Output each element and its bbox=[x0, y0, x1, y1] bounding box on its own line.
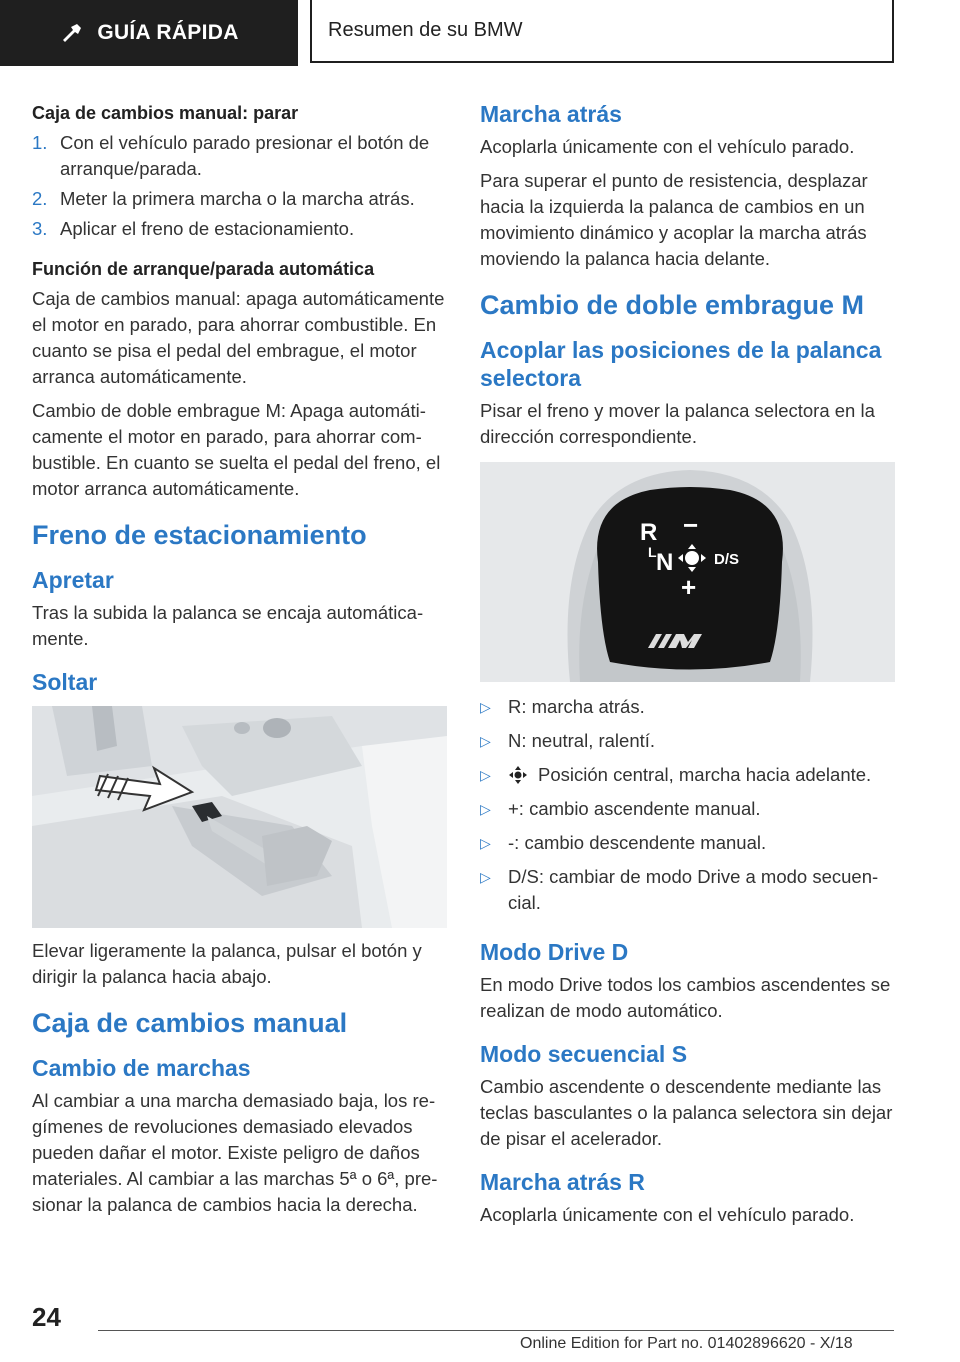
bullet-text: Posición central, marcha hacia adelante. bbox=[538, 764, 872, 785]
bullet-triangle-icon: ▷ bbox=[480, 801, 491, 817]
footer-divider bbox=[98, 1330, 894, 1331]
reverse-title: Marcha atrás bbox=[480, 101, 622, 127]
shifting-title: Cambio de marchas bbox=[32, 1055, 251, 1081]
knob-l: L bbox=[648, 544, 657, 560]
list-item bbox=[480, 830, 898, 856]
knob-n: N bbox=[656, 549, 674, 576]
step-number: 3. bbox=[32, 218, 48, 239]
reverse-paragraph-2: Para superar el punto de resistencia, desplazar hacia la izquierda la palanca de cambios en un movimiento dinámico y acoplar la marcha atrás moviendo la palanca hacia delante. bbox=[480, 170, 868, 269]
apply-title: Apretar bbox=[32, 567, 114, 593]
list-item bbox=[32, 186, 450, 212]
knob-r: R bbox=[640, 519, 658, 546]
right-column bbox=[480, 100, 898, 1236]
drive-text: En modo Drive todos los cambios ascendentes se realizan de modo automático. bbox=[480, 974, 891, 1021]
reverse-r-text: Acoplarla únicamente con el vehículo parado. bbox=[480, 1204, 855, 1225]
selector-title: Acoplar las posiciones de la palanca selectora bbox=[480, 337, 882, 391]
step-number: 1. bbox=[32, 132, 48, 153]
step-text: Aplicar el freno de estacionamiento. bbox=[60, 218, 355, 239]
center-position-icon bbox=[508, 765, 528, 785]
manual-stop-steps bbox=[32, 130, 450, 242]
reverse-paragraph-1: Acoplarla únicamente con el vehículo parado. bbox=[480, 136, 855, 157]
autostart-paragraph-1: Caja de cambios manual: apaga automáticamente el motor en parado, para ahorrar combustible. En cuanto se pisa el pedal del embrague, el motor arranca automáticamente. bbox=[32, 288, 445, 387]
parking-brake-title: Freno de estacionamiento bbox=[32, 520, 367, 550]
edition-text: Online Edition for Part no. 01402896620 - X/18 bbox=[520, 1335, 853, 1352]
wrench-icon bbox=[59, 22, 85, 44]
bullet-triangle-icon: ▷ bbox=[480, 869, 491, 885]
bullet-triangle-icon: ▷ bbox=[480, 767, 491, 783]
release-title: Soltar bbox=[32, 669, 98, 695]
autostart-heading: Función de arranque/parada automática bbox=[32, 259, 375, 279]
autostart-paragraph-2: Cambio de doble embrague M: Apaga automáticamente el motor en parado, para ahorrar combustible. En cuanto se suelta el pedal del freno, el motor arranca automáticamente. bbox=[32, 400, 441, 499]
bullet-triangle-icon: ▷ bbox=[480, 835, 491, 851]
bullet-text: D/S: cambiar de modo Drive a modo secuencial. bbox=[508, 866, 879, 913]
list-item bbox=[32, 216, 450, 242]
page-number: 24 bbox=[32, 1302, 61, 1332]
bullet-triangle-icon: ▷ bbox=[480, 699, 491, 715]
left-column bbox=[32, 100, 450, 1226]
section-tab-label: Resumen de su BMW bbox=[328, 19, 523, 41]
list-item bbox=[480, 864, 898, 916]
bullet-triangle-icon: ▷ bbox=[480, 733, 491, 749]
bullet-text: R: marcha atrás. bbox=[508, 696, 645, 717]
manual-stop-heading: Caja de cambios manual: parar bbox=[32, 103, 299, 123]
list-item bbox=[32, 130, 450, 182]
step-number: 2. bbox=[32, 188, 48, 209]
quick-guide-label: GUÍA RÁPIDA bbox=[97, 21, 239, 44]
step-text: Con el vehículo parado presionar el botón de arranque/parada. bbox=[60, 132, 430, 179]
list-item bbox=[480, 728, 898, 754]
release-text: Elevar ligeramente la palanca, pulsar el botón y dirigir la palanca hacia abajo. bbox=[32, 940, 422, 987]
quick-guide-tab[interactable] bbox=[0, 0, 298, 66]
gear-selector-illustration bbox=[480, 462, 895, 682]
shifting-text: Al cambiar a una marcha demasiado baja, los regímenes de revoluciones demasiado elevados pueden dañar el motor. Existe peligro de daños materiales. Al cambiar a las marchas 5ª o 6ª, presionar la palanca de cambios hacia la derecha. bbox=[32, 1090, 438, 1215]
bullet-text: +: cambio ascendente manual. bbox=[508, 798, 761, 819]
knob-minus: − bbox=[683, 510, 699, 540]
knob-plus: + bbox=[681, 572, 697, 602]
section-tab[interactable] bbox=[310, 0, 894, 63]
list-item bbox=[480, 694, 898, 720]
dct-title: Cambio de doble embrague M bbox=[480, 290, 865, 320]
list-item bbox=[480, 796, 898, 822]
reverse-r-title: Marcha atrás R bbox=[480, 1169, 645, 1195]
seq-text: Cambio ascendente o descendente mediante las teclas basculantes o la palanca selectora sin dejar de pisar el acelerador. bbox=[480, 1076, 893, 1149]
drive-title: Modo Drive D bbox=[480, 939, 629, 965]
selector-text: Pisar el freno y mover la palanca selectora en la dirección correspondiente. bbox=[480, 400, 875, 447]
bullet-text: N: neutral, ralentí. bbox=[508, 730, 656, 751]
knob-ds: D/S bbox=[714, 551, 740, 568]
bullet-text: -: cambio descendente manual. bbox=[508, 832, 767, 853]
seq-title: Modo secuencial S bbox=[480, 1041, 688, 1067]
manual-gearbox-title: Caja de cambios manual bbox=[32, 1008, 348, 1038]
list-item bbox=[480, 762, 898, 788]
selector-positions-list bbox=[480, 694, 898, 916]
apply-text: Tras la subida la palanca se encaja automáticamente. bbox=[32, 602, 424, 649]
step-text: Meter la primera marcha o la marcha atrás. bbox=[60, 188, 415, 209]
parking-brake-illustration bbox=[32, 706, 447, 928]
